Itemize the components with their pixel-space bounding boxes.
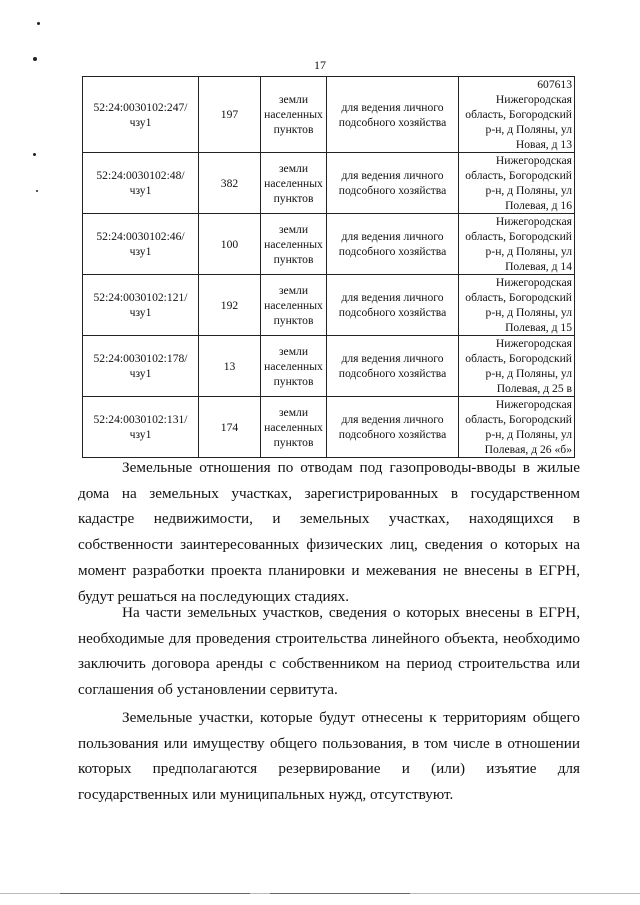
table-row	[83, 336, 575, 397]
paragraph-public-land	[78, 705, 580, 808]
address-cell: 607613 Нижегородская область, Богородский р-н, д Поляны, ул Новая, д 13	[459, 77, 575, 153]
cadastral-number-cell: 52:24:0030102:131/ чзу1	[83, 397, 199, 458]
scan-speck	[36, 190, 38, 192]
scan-speck	[33, 153, 36, 156]
area-cell: 174	[199, 397, 261, 458]
address-cell: Нижегородская область, Богородский р-н, д Поляны, ул Полевая, д 15	[459, 275, 575, 336]
permitted-use-cell: для ведения личного подсобного хозяйства	[327, 336, 459, 397]
land-category-cell: земли населенных пунктов	[261, 275, 327, 336]
address-cell: Нижегородская область, Богородский р-н, д Поляны, ул Полевая, д 26 «б»	[459, 397, 575, 458]
cadastral-number-cell: 52:24:0030102:46/ чзу1	[83, 214, 199, 275]
cadastral-number-cell: 52:24:0030102:48/ чзу1	[83, 153, 199, 214]
paragraph-lease-agreements	[78, 600, 580, 703]
area-cell: 192	[199, 275, 261, 336]
cadastral-number-cell: 52:24:0030102:121/ чзу1	[83, 275, 199, 336]
paragraph-land-relations	[78, 455, 580, 609]
land-category-cell: земли населенных пунктов	[261, 214, 327, 275]
cadastral-number-cell: 52:24:0030102:178/ чзу1	[83, 336, 199, 397]
land-category-cell: земли населенных пунктов	[261, 336, 327, 397]
address-cell: Нижегородская область, Богородский р-н, д Поляны, ул Полевая, д 16	[459, 153, 575, 214]
land-category-cell: земли населенных пунктов	[261, 153, 327, 214]
area-cell: 100	[199, 214, 261, 275]
land-category-cell: земли населенных пунктов	[261, 397, 327, 458]
permitted-use-cell: для ведения личного подсобного хозяйства	[327, 275, 459, 336]
address-cell: Нижегородская область, Богородский р-н, д Поляны, ул Полевая, д 14	[459, 214, 575, 275]
land-category-cell: земли населенных пунктов	[261, 77, 327, 153]
table-row	[83, 214, 575, 275]
parcels-table	[82, 76, 575, 458]
permitted-use-cell: для ведения личного подсобного хозяйства	[327, 77, 459, 153]
table-row	[83, 275, 575, 336]
area-cell: 13	[199, 336, 261, 397]
page-number: 17	[314, 58, 326, 72]
paragraph-text: На части земельных участков, сведения о которых внесены в ЕГРН, необходимые для проведения строительства линейного объекта, необходимо заключить договора аренды с собственником на период строительства или соглашения об установлении сервитута.	[78, 604, 580, 699]
table-row	[83, 77, 575, 153]
table-row	[83, 397, 575, 458]
address-cell: Нижегородская область, Богородский р-н, д Поляны, ул Полевая, д 25 в	[459, 336, 575, 397]
area-cell: 382	[199, 153, 261, 214]
cadastral-number-cell: 52:24:0030102:247/ чзу1	[83, 77, 199, 153]
scan-speck	[37, 22, 40, 25]
paragraph-text: Земельные участки, которые будут отнесены к территориям общего пользования или имуществу общего пользования, в том числе в отношении которых предполагаются резервирование и (или) изъятие для государственных или муниципальных нужд, отсутствуют.	[78, 709, 580, 804]
area-cell: 197	[199, 77, 261, 153]
paragraph-text: Земельные отношения по отводам под газопроводы-вводы в жилые дома на земельных участках, зарегистрированных в государственном кадастре недвижимости, и земельных участках, находящихся в собственности заинтересованных физических лиц, сведения о которых на момент разработки проекта планировки и межевания не внесены в ЕГРН, будут решаться на последующих стадиях.	[78, 459, 580, 605]
permitted-use-cell: для ведения личного подсобного хозяйства	[327, 153, 459, 214]
permitted-use-cell: для ведения личного подсобного хозяйства	[327, 214, 459, 275]
permitted-use-cell: для ведения личного подсобного хозяйства	[327, 397, 459, 458]
table-row	[83, 153, 575, 214]
